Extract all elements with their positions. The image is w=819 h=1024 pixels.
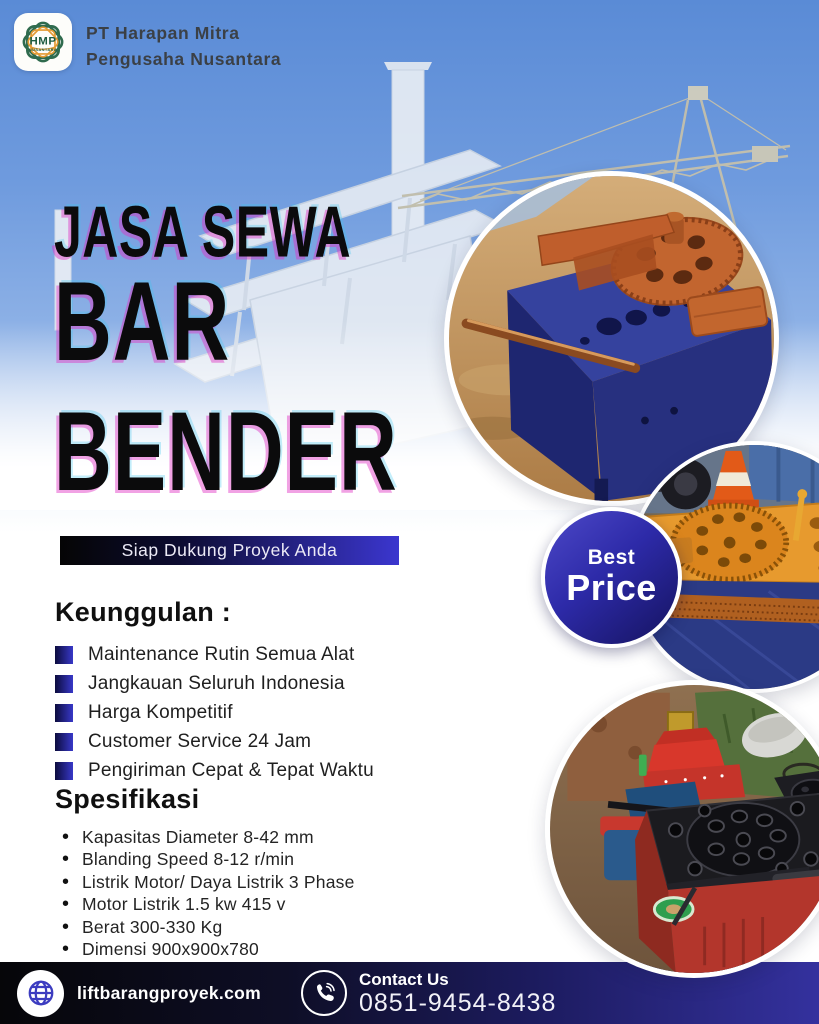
list-item [55, 756, 374, 785]
list-item [55, 698, 374, 727]
list-item: • Listrik Motor/ Daya Listrik 3 Phase [82, 871, 355, 894]
list-item: • Blanding Speed 8-12 r/min [82, 849, 355, 872]
red-bar-bender-illustration [550, 685, 819, 973]
website-globe-badge [17, 970, 64, 1017]
photo-red-bar-bender [545, 680, 819, 978]
logo-submark: NUSANTARA [28, 46, 58, 52]
contact-group [301, 970, 557, 1016]
list-item-label: Jangkauan Seluruh Indonesia [88, 672, 345, 694]
list-item-label: Harga Kompetitif [88, 701, 233, 723]
square-bullet-icon [55, 675, 73, 693]
contact-text [359, 970, 557, 1016]
list-item [55, 727, 374, 756]
hero-title-line3: BENDER [54, 389, 398, 514]
list-item: • Berat 300-330 Kg [82, 916, 355, 939]
hmp-logo-icon [18, 17, 68, 67]
square-bullet-icon [55, 646, 73, 664]
company-name-line1: PT Harapan Mitra [86, 23, 240, 43]
hero-title-line1: JASA SEWA [54, 191, 352, 273]
list-item-label: Pengiriman Cepat & Tepat Waktu [88, 759, 374, 781]
list-item: • Kapasitas Diameter 8-42 mm [82, 826, 355, 849]
website-url: liftbarangproyek.com [77, 982, 261, 1003]
list-item [55, 640, 374, 669]
company-name-line2: Pengusaha Nusantara [86, 49, 282, 69]
logo-monogram: HMP [29, 35, 57, 48]
badge-line2: Price [566, 567, 657, 608]
keunggulan-list [55, 640, 374, 785]
tagline-banner: Siap Dukung Proyek Anda [60, 536, 399, 565]
square-bullet-icon [55, 762, 73, 780]
list-item-label: Maintenance Rutin Semua Alat [88, 643, 355, 665]
list-item: • Dimensi 900x900x780 [82, 939, 355, 962]
spesifikasi-heading: Spesifikasi [55, 784, 200, 814]
best-price-badge [541, 507, 682, 648]
list-item-label: Customer Service 24 Jam [88, 730, 312, 752]
phone-icon [312, 981, 336, 1005]
company-logo [14, 13, 72, 71]
badge-line1: Best [587, 546, 636, 569]
contact-label: Contact Us [358, 970, 449, 989]
globe-icon [26, 978, 56, 1008]
keunggulan-heading: Keunggulan : [55, 597, 232, 627]
list-item [55, 669, 374, 698]
list-item: • Motor Listrik 1.5 kw 415 v [82, 894, 355, 917]
spesifikasi-list [82, 826, 355, 961]
phone-badge [301, 970, 347, 1016]
hero-title-line2: BAR [54, 259, 231, 384]
contact-phone-number: 0851-9454-8438 [358, 989, 557, 1017]
square-bullet-icon [55, 704, 73, 722]
company-name [86, 20, 281, 72]
square-bullet-icon [55, 733, 73, 751]
